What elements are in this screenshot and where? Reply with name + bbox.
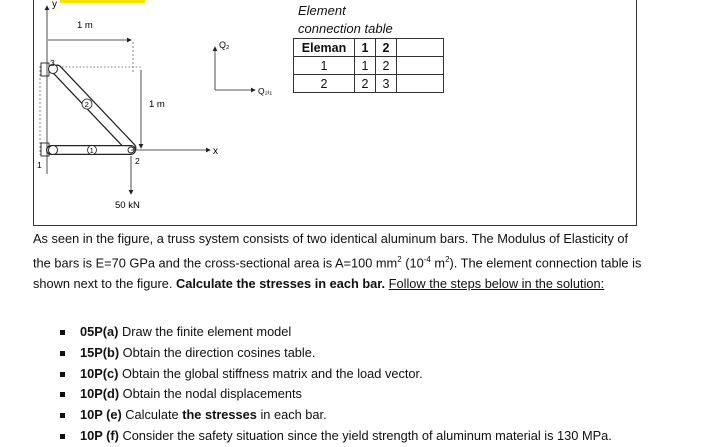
task-item <box>60 426 612 447</box>
task-item <box>60 364 612 385</box>
task-text: Obtain the direction cosines table. <box>119 344 316 360</box>
element-2-label: 2 <box>84 100 89 109</box>
statement-text: ). The element connection table is shown next to the figure. <box>33 255 642 292</box>
load-label: 50 kN <box>115 200 140 211</box>
q2-label: Q₂ <box>219 40 230 50</box>
support-node-1 <box>41 143 58 156</box>
node-3-label: 3 <box>50 58 55 68</box>
task-text: Calculate <box>121 407 183 423</box>
task-text: Obtain the nodal displacements <box>119 386 302 402</box>
table-header-row <box>294 39 444 57</box>
bullet-icon <box>60 351 65 356</box>
bullet-icon <box>60 434 65 439</box>
task-code: 10P(d) <box>80 386 120 402</box>
q21-label: Q₂ₗ₁ <box>258 86 273 96</box>
dim-top-label: 1 m <box>77 20 93 31</box>
bullet-icon <box>60 330 65 335</box>
task-text: Consider the safety situation since the yield strength of aluminum material is 130 MPa. <box>118 427 612 443</box>
bar-2 <box>57 70 131 148</box>
task-bold: the stresses <box>182 407 257 423</box>
bullet-icon <box>60 372 65 377</box>
task-code: 15P(b) <box>80 344 120 360</box>
bullet-icon <box>60 413 65 418</box>
task-text: Obtain the global stiffness matrix and the load vector. <box>118 365 423 381</box>
superscript: 2 <box>397 255 402 264</box>
table-title-line1: Element <box>298 3 346 18</box>
table-title-line2: connection table <box>298 21 393 36</box>
x-axis-label: x <box>213 146 218 157</box>
bullet-icon <box>60 392 65 397</box>
task-text: in each bar. <box>256 407 327 423</box>
superscript: 2 <box>445 255 450 264</box>
statement-text: m <box>430 255 446 271</box>
y-axis-label: y <box>52 0 57 10</box>
task-item <box>60 322 612 343</box>
task-code: 05P(a) <box>80 324 119 339</box>
table-row <box>294 75 444 93</box>
task-code: 10P (e) <box>80 407 122 423</box>
node-2-label: 2 <box>135 156 140 166</box>
table-row <box>294 57 444 75</box>
table-cell: 1 <box>294 57 355 75</box>
task-item <box>60 343 612 364</box>
superscript: -4 <box>423 255 431 264</box>
header-cell: 1 <box>355 39 376 57</box>
task-item <box>60 384 612 405</box>
table-cell: 1 <box>355 57 376 75</box>
statement-underlined: Follow the steps below in the solution: <box>388 276 605 292</box>
dim-side-label: 1 m <box>149 99 165 110</box>
element-1-label: 1 <box>89 147 94 155</box>
table-cell: 2 <box>376 57 397 75</box>
table-cell: 3 <box>376 75 397 93</box>
table-cell: 2 <box>355 75 376 93</box>
statement-bold: Calculate the stresses in each bar. <box>175 276 386 292</box>
empty-cell <box>397 39 444 57</box>
connection-table <box>293 38 444 93</box>
task-list <box>60 322 612 447</box>
statement-text: (10 <box>401 255 424 271</box>
task-code: 10P (f) <box>80 427 119 443</box>
task-text: Draw the finite element model <box>118 324 292 339</box>
node-1-label: 1 <box>37 160 42 170</box>
task-code: 10P(c) <box>80 365 119 381</box>
table-cell: 2 <box>294 75 355 93</box>
empty-cell <box>397 75 444 93</box>
header-cell: 2 <box>376 39 397 57</box>
empty-cell <box>397 57 444 75</box>
header-cell: Eleman <box>294 39 355 57</box>
task-item <box>60 405 612 426</box>
statement-text: As seen in the figure, a truss system consists of two identical aluminum bars. The Modulus of Elasticity of the bars is E=70 GPa and the cross-sectional area is A=100 mm <box>33 231 629 271</box>
problem-statement <box>33 228 643 294</box>
